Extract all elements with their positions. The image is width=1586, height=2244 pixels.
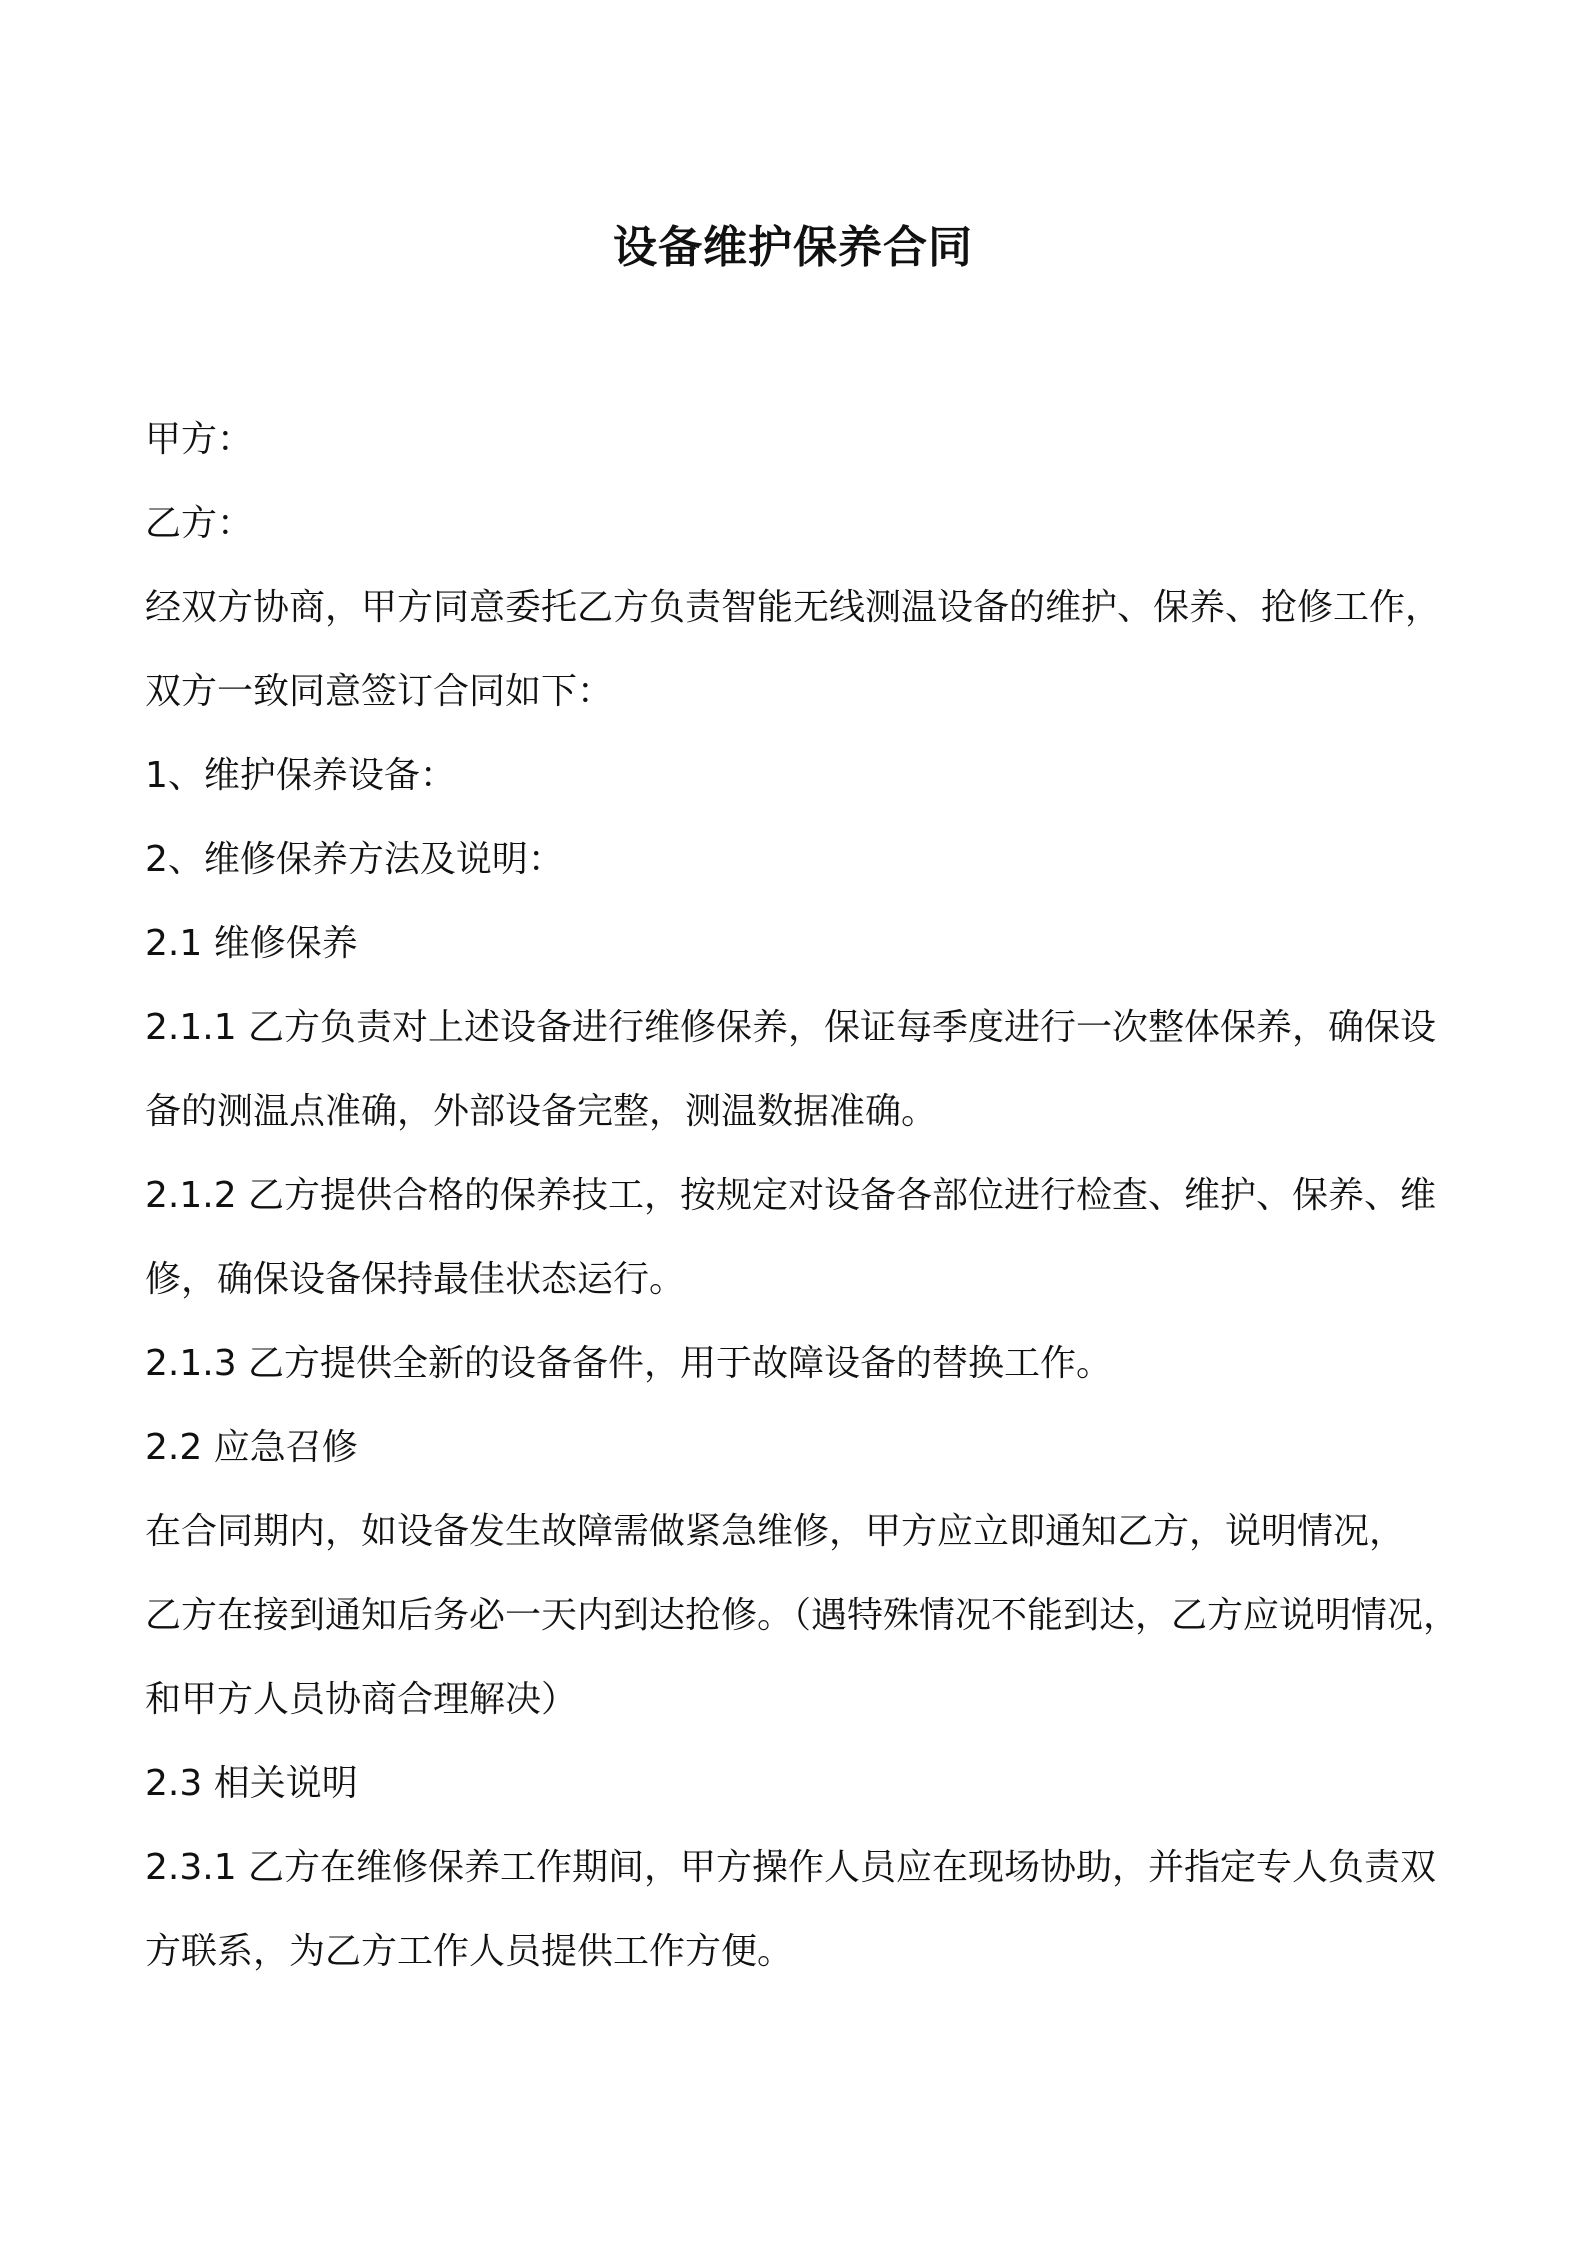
document-title: 设备维护保养合同 [613, 222, 973, 273]
clause-2-2-line-2: 乙方在接到通知后务必一天内到达抢修。（遇特殊情况不能到达，乙方应说明情况， [145, 1595, 1460, 1636]
clause-2-1-2-line-2: 修，确保设备保持最佳状态运行。 [145, 1259, 686, 1300]
clause-2-heading: 2、维修保养方法及说明： [145, 839, 564, 880]
clause-2-3-1-line-1: 2.3.1 乙方在维修保养工作期间，甲方操作人员应在现场协助，并指定专人负责双 [145, 1847, 1437, 1888]
intro-line-2: 双方一致同意签订合同如下： [145, 671, 614, 712]
clause-2-1-3-line: 2.1.3 乙方提供全新的设备备件，用于故障设备的替换工作。 [145, 1343, 1113, 1384]
section-2-2-heading: 2.2 应急召修 [145, 1427, 358, 1468]
document-body [145, 398, 1475, 1994]
clause-2-3-1-line-2: 方联系，为乙方工作人员提供工作方便。 [145, 1931, 794, 1972]
section-2-3-heading: 2.3 相关说明 [145, 1763, 358, 1804]
clause-2-1-1-line-1: 2.1.1 乙方负责对上述设备进行维修保养，保证每季度进行一次整体保养，确保设 [145, 1007, 1437, 1048]
clause-2-2-line-1: 在合同期内，如设备发生故障需做紧急维修，甲方应立即通知乙方，说明情况， [145, 1511, 1406, 1552]
party-a-line: 甲方： [145, 419, 254, 460]
section-2-1-heading: 2.1 维修保养 [145, 923, 358, 964]
party-b-line: 乙方： [145, 503, 254, 544]
intro-line-1: 经双方协商，甲方同意委托乙方负责智能无线测温设备的维护、保养、抢修工作， [145, 587, 1442, 628]
clause-2-1-1-line-2: 备的测温点准确，外部设备完整，测温数据准确。 [145, 1091, 938, 1132]
clause-2-1-2-line-1: 2.1.2 乙方提供合格的保养技工，按规定对设备各部位进行检查、维护、保养、维 [145, 1175, 1437, 1216]
clause-2-2-line-3: 和甲方人员协商合理解决） [145, 1679, 578, 1720]
clause-1-heading: 1、维护保养设备： [145, 755, 456, 796]
